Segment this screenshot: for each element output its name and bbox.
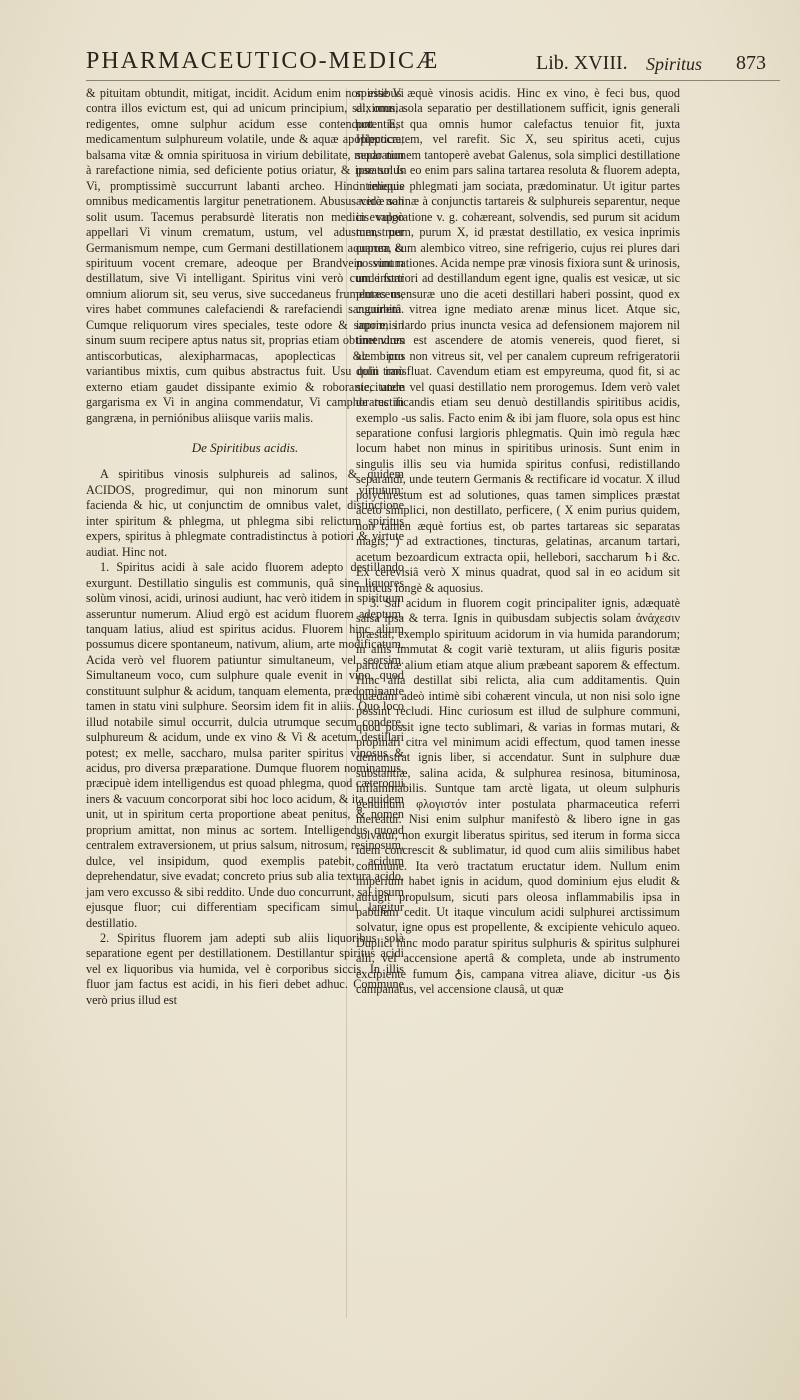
section-name: Spiritus (646, 54, 703, 74)
running-title: PHARMACEUTICO-MEDICÆ (86, 48, 440, 74)
right-column (356, 86, 680, 998)
paragraph: 2. Spiritus fluorem jam adepti sub aliis liquoribus solà separatione egent per destillationem. Destillantur spiritus acidi vel ex liquoribus via humida, vel è corporibus siccis. In illis fluor jam factus est acidi, in his fieri debet adhuc. Commune verò prius illud est (86, 931, 404, 1007)
paragraph: spiritibus æquè vinosis acidis. Hinc ex vino, è feci bus, quod diximus, sola separatio per destillationem sufficit, ignis generali potentia, qua omnis humor calefactus tenuior fit, juxta Hippocratem, vel rarefit. Sic X, seu spiritus aceti, cujus separationem tantoperè avebat Galenus, sola simplici destillatione paratur. In eo enim pars salina tartarea resoluta & fluorem adepta, intimeque phlegmati jam sociata, prædominatur. Ut igitur partes acidæ salinæ à conjunctis tartareis & sulphureis separentur, neque in evaporatione v. g. cohæreant, solvendis, sed purum sit acidum menstruum, purum X, id præstat destillatio, ex vesica inprimis cuprea, cum alembico vitreo, sine refrigerio, cujus rei plures dari possunt rationes. Acida nempe præ vinosis fixiora sunt & urinosis, unde fortiori ad destillandum egent igne, qualis est vesicæ, ut sic plures mensuræ uno die aceti destillari haberi possint, quod ex cucurbitâ vitrea igne mediato arenæ minus licet. Atque sic, inprimis lardo prius inuncta vesica ad defensionem majorem nil timendum est ascendere de atomis venereis, quod fieret, si alembicus non vitreus sit, vel per canalem cupreum refrigeratorii dolii transfluat. Cavendum etiam est empyreuma, quod fit, si ac siccitatem vel quasi destillatio nem prorogemus. Idem verò valet de rectificandis etiam seu denuò destillandis spiritibus acidis, exemplo -us salis. Facto enim & ibi jam fluore, sola opus est hinc separatione confusi largioris phlegmatis. Quin imò regula hæc locum habet non minus in spiritibus urinosis. Sunt enim in singulis illis seu via humida spiritus confusi, redistillando separandi, unde teutern Germanis & rectificare id vocatur. X illud polychrestum est ad solutiones, quas tamen simplices præstat aceto simplici, non destillato, perficere, ( X enim purius quidem, non tamen æquè fortius est, ob partes tartareas sic separatas magis; ) ad extractiones, tincturas, gelatinas, arcanum tartari, acetum bezoardicum extracta opii, hellebori, saccharum ♄i &c. Ex cerevisiâ verò X minus quadrat, quod sal in eo acidum sit miticus longè & aquosius. (356, 86, 680, 595)
page-number: 873 (736, 52, 766, 74)
page-header (86, 48, 780, 81)
section-subtitle: De Spiritibus acidis. (191, 439, 299, 455)
paragraph: & pituitam obtundit, mitigat, incidit. Acidum enim non esse Vi contra illos evictum est, qui ad unicum principium, sal, omnia redigentes, omne sulphur acidum esse contendunt. Est medicamentum sulphureum volatile, unde & aquæ apoplecticæ, balsama vitæ & omnia spirituosa in virium debilitate, modo non à rarefactione nimia, sed deficiente potius oriatur, & ipse solus Vi, promptissimè succurrunt labanti archeo. Hinc reliquis omnibus medicamentis largitur penetrationem. Abusus verò non solit usum. Tacemus perabsurdè literatis non medicis vulgò appellari Vi vinum crematum, ustum, vel adustum, per Germanismum nempe, cum Germani destillationem aquarum & spirituum vocent cremare, adeoque per Brandvein vinum destillatum, sive Vi intelligant. Spiritus vini verò cum instar omnium aliorum sit, seu verus, sive succedaneus frumentaceus, vires habet communes calefaciendi & rarefaciendi sanguinem. Cumque reliquorum vires speciales, teste odore & sapore, in sinum suum recipere aptus natus sit, proprias etiam obtinet vires antiscorbuticas, alexipharmacas, apoplecticas &c. pro variantibus mixtis, cum quibus abstractus fuit. Usu quin imò externo etiam gaudet dissipante eximio & roborante, unde gargarisma ex Vi in angina commendatur, Vi camphoratus in gangræna, in perniónibus aliisque variis malis. (86, 86, 404, 425)
paragraph: A spiritibus vinosis sulphureis ad salinos, & quidem ACIDOS, progredimur, qui non minorum sunt virtutum: facienda & hic, ut conjunctim de omnibus valet, distinctione inter spiritum & phlegma, ut phlegma sibi relictum spiritus expers, spiritus à phlegmate contradistinctus à potiori & virtute audiat. Hinc not. (86, 467, 404, 559)
paragraph: 1. Spiritus acidi à sale acido fluorem adepto destillando exurgunt. Destillatio singulis est communis, quâ sine liquores solùm vinosi, acidi, urinosi audiunt, hac verò itidem in spirituum asseruntur numerum. Aliud ergò est acidum fluorem adeptum, tanquam latius, aliud est spiritus acidus. Fluorem hinc alium possumus dicere spontaneum, nativum, alium, arte modificatum. Acida verò vel fluorem patiuntur simultaneum, vel seorsim. Simultaneum voco, cum sulphure quale evenit in vino, quod constituunt sulphur & acidum, tanquam elementa, prædominante tamen in statu vini sulphure. Seorsim idem fit in aliis. Quo loco illud notabile simul occurrit, dulcia utrumque secum condere, sulphureum & acidum, unde ex vino & Vi & acetum destillari potest; ex melle, saccharo, mulsa pariter spiritus vinosus & acidus, pro diversa præparatione. Dumque fluorem nominamus, præcipuè idem intelligendus est quoad phlegma, quod cæteroqui iners & vacuum concorporat sibi hoc loco acidum, & ita quidem unit, ut in spiritum certa proportione abeat penitus, & nomen proprium amittat, non minus ac sortem. Intelligendus quoad centralem extraversionem, ut prius salsum, nitrosum, resinosum, dulce, vel insipidum, quod exemplis patebit, acidum deprehendatur, sive evadat; concreto prius sub alia textura acido, jam vero excusso & sibi reddito. Unde duo concurrunt, sal ipsum ejusque fluor; cui differentiam specificam simul largitur destillatio. (86, 560, 404, 930)
paragraph: 3. Sal acidum in fluorem cogit principaliter ignis, adæquatè salsa ipsa & terra. Ignis in quibusdam subjectis solam ἀνάχεσιν præstat, exemplo spirituum acidorum in via humida parandorum; in aliis immutat & cogit variè texturam, ut aliis figuris positæ particulæ alium etiam atque alium præbeant saporem & effectum. Hinc alia destillat sibi relicta, alia cum additamentis. Quin quædam adeò intimè sibi cohærent vincula, ut non nisi solo igne possint recludi. Hinc curiosum est illud de sulphure communi, quod possit igne tecto sublimari, & varias in formas mutari, & propinari citra vel minimum acidi effectum, quod tamen inesse demonstrat ignis liber, si accendatur. Sunt in sulphure duæ substantiæ, salina acida, & sulphurea resinosa, bituminosa, inflammabilis. Suntque tam arctè ligata, ut oleum sulphuris genuinum φλογιστόν inter postulata pharmaceutica referri mereatur. Nisi enim sulphur manifestò & libero igne in gas solvatur, non exurgit liberatus spiritus, sed iterum in forma sicca idem concrescit & sublimatur, id quod cum aliis similibus habet commune. Ita verò tractatum eructatur idem. Nullum enim imperium habet ignis in acidum, quod dominium ejus eludit & aufugit propulsum, sicuti pars oleosa inflammabilis ipsa in pabulum cedit. Ut itaque vinculum acidi sulphurei arctissimum solvatur, igne opus est propellente, & excipiente vehiculo aqueo. Duplici hinc modo paratur spiritus sulphuris & spiritus sulphurei alii, vel accensione apertâ & completa, unde ab instrumento excipiente fumum ♁is, campana vitrea aliave, dicitur -us ♁is campanatus, vel accensione clausâ, ut quæ (356, 595, 680, 997)
book-number: Lib. XVIII. (536, 52, 628, 74)
